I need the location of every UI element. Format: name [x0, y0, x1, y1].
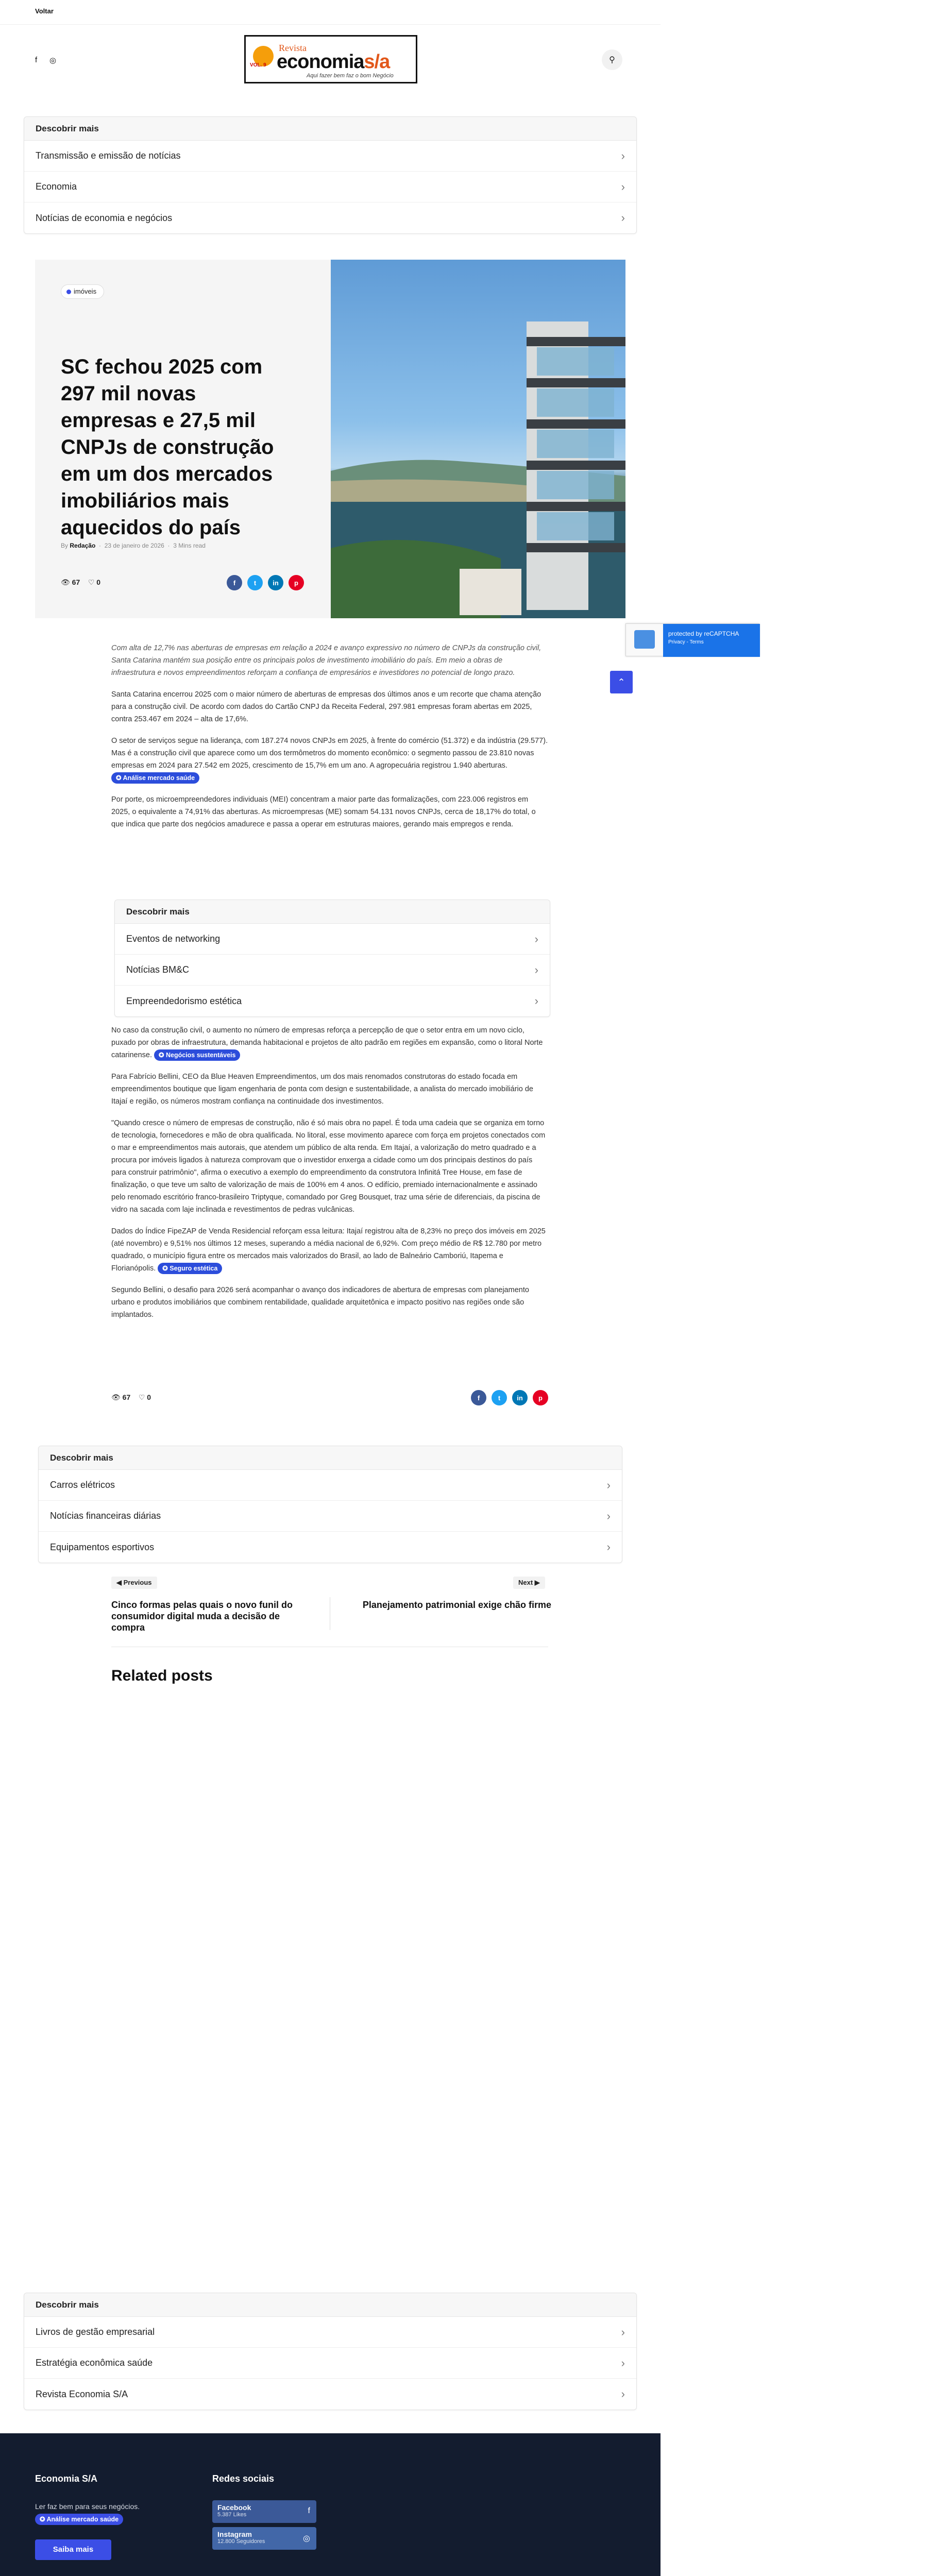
discover-title: Descobrir mais [115, 900, 550, 924]
discover-item[interactable]: Notícias BM&C › [115, 955, 550, 986]
article-stats: 👁 67 ♡ 0 [61, 578, 101, 586]
article-lead: Com alta de 12,7% nas aberturas de empresas em relação a 2024 e avanço expressivo no número de CNPJs da construção civil, Santa Catarina mantém sua posição entre os principais polos de investimento imobiliário do país. Em meio a obras de infraestrutura e novos empreendimentos reforçam a confiança de empresários e investidores no potencial de longo prazo. [111, 644, 541, 677]
logo-line1: Revista [279, 43, 307, 53]
topic-tag[interactable]: ✪ Análise mercado saúde [35, 2514, 123, 2525]
discover-box-after [38, 1446, 622, 1563]
share-twitter-icon[interactable]: t [247, 575, 263, 590]
discover-item[interactable]: Economia › [24, 172, 636, 202]
chevron-right-icon: › [534, 994, 538, 1007]
scroll-to-top-button[interactable]: ⌃ [610, 671, 633, 693]
footer-tagline: Ler faz bem para seus negócios. [35, 2502, 140, 2511]
paragraph: Dados do Índice FipeZAP de Venda Residencial reforçam essa leitura: Itajaí registrou alta de 8,23% no preço dos imóveis em 2025 (até novembro) e 9,51% nos últimos 12 meses, superando a média nacional de 6,92%. Com preço médio de R$ 12.780 por metro quadrado, o município figura entre os mercados mais valorizados do Brasil, ao lado de Balneário Camboriú, Itapema e Florianópolis. ✪ Seguro estética [111, 1225, 548, 1275]
article-body [111, 642, 548, 831]
search-icon[interactable]: ⚲ [602, 49, 622, 70]
chevron-right-icon: › [621, 2387, 625, 2400]
share-twitter-icon[interactable]: t [492, 1390, 507, 1405]
chevron-right-icon: › [621, 180, 625, 193]
logo-tagline: Aqui fazer bem faz o bom Negócio [307, 73, 394, 79]
facebook-icon[interactable]: f [35, 56, 38, 64]
site-footer [0, 2433, 661, 2576]
instagram-follow[interactable]: Instagram 12.800 Seguidores ◎ [212, 2527, 316, 2550]
previous-post-label[interactable]: ◀ Previous [111, 1577, 157, 1589]
paragraph: O setor de serviços segue na liderança, com 187.274 novos CNPJs em 2025, à frente do comércio (51.372) e da indústria (29.577). Mas é a construção civil que aparece como um dos termômetros do momento econômico: o segmento passou de 23.810 novas empresas em 2024 para 27.542 em 2025, crescimento de 15,7% em um ano. A agropecuária registrou 1.940 aberturas. ✪ Análise mercado saúde [111, 735, 548, 784]
share-pinterest-icon[interactable]: p [289, 575, 304, 590]
article-body-cont [111, 1024, 548, 1321]
chevron-right-icon: › [534, 963, 538, 976]
instagram-icon: ◎ [303, 2534, 310, 2543]
logo-line2: economias/a [277, 51, 390, 73]
next-post-label[interactable]: Next ▶ [513, 1577, 545, 1589]
paragraph: "Quando cresce o número de empresas de construção, não é só mais obra no papel. É toda uma cadeia que se organiza em torno de tecnologia, fornecedores e mão de obra qualificada. No litoral, esse movimento aparece com força em projetos conectados com o mar e empreendimentos mais autorais, que atendem um público de alta renda. Em Itajaí, a valorização do metro quadrado e a procura por imóveis ligados à natureza comprovam que o investidor enxerga a cidade como um dos principais destinos do país para construir patrimônio", afirma o executivo a exemplo do empreendimento da construtora Infinitá Tree House, em fase de finalização, o que teve um salto de valorização de mais de 100% em 4 anos. O edifício, premiado internacionalmente e assinado pelo renomado escritório franco-brasileiro Triptyque, comandado por Greg Bousquet, traz uma série de diferenciais, da piscina de vidro na sacada com laje inclinada e revestimentos de pedras vulcânicas. [111, 1119, 546, 1214]
discover-item[interactable]: Eventos de networking › [115, 924, 550, 955]
chevron-right-icon: › [534, 932, 538, 945]
share-linkedin-icon[interactable]: in [512, 1390, 528, 1405]
discover-item[interactable]: Carros elétricos › [39, 1470, 622, 1501]
discover-box-mid [114, 900, 550, 1017]
share-pinterest-icon[interactable]: p [533, 1390, 548, 1405]
paragraph: Para Fabrício Bellini, CEO da Blue Heaven Empreendimentos, um dos mais renomados construtoras do estado focada em empreendimentos boutique que ligam engenharia de ponta com design e sustentabilidade, a analista do mercado imobiliário de Itajaí e região, os números mostram confiança na continuidade dos investimentos. [111, 1073, 533, 1106]
article-hero [35, 260, 625, 618]
discover-item[interactable]: Notícias de economia e negócios › [36, 211, 625, 224]
chevron-right-icon: › [606, 1509, 611, 1522]
previous-post-title[interactable]: Cinco formas pelas quais o novo funil do consumidor digital muda a decisão de compra [111, 1600, 293, 1633]
paragraph: Segundo Bellini, o desafio para 2026 será acompanhar o avanço dos indicadores de abertura de empresas com planejamento urbano e produtos imobiliários que combinem rentabilidade, qualidade arquitetônica e impacto positivo nas regiões onde são implantados. [111, 1286, 529, 1319]
discover-item[interactable]: Empreendedorismo estética › [126, 994, 538, 1007]
eye-icon: 👁 [61, 578, 70, 586]
author-link[interactable]: Redação [70, 542, 96, 549]
category-badge[interactable]: imóveis [61, 284, 104, 299]
chevron-right-icon: › [621, 211, 625, 224]
back-link[interactable]: Voltar [35, 7, 54, 15]
chevron-right-icon: › [606, 1478, 611, 1492]
paragraph: Santa Catarina encerrou 2025 com o maior número de aberturas de empresas dos últimos anos e um recorte que chama atenção para a construção civil. De acordo com dados do Cartão CNPJ da Receita Federal, 297.981 empresas foram abertas em 2025, contra 253.467 em 2024 – alta de 17,6%. [111, 690, 541, 723]
next-post-title[interactable]: Planejamento patrimonial exige chão firme [362, 1600, 551, 1610]
heart-icon[interactable]: ♡ [138, 1393, 145, 1401]
share-facebook-icon[interactable]: f [471, 1390, 486, 1405]
share-linkedin-icon[interactable]: in [268, 575, 283, 590]
heart-icon[interactable]: ♡ [88, 578, 95, 586]
topic-tag[interactable]: ✪ Seguro estética [158, 1263, 222, 1274]
discover-item[interactable]: Equipamentos esportivos › [50, 1540, 611, 1553]
article-title: SC fechou 2025 com 297 mil novas empresas e 27,5 mil CNPJs de construção em um dos mercados imobiliários mais aquecidos do país [61, 355, 274, 539]
logo-badge-label: VOL. 9 [250, 62, 266, 68]
article-stats-footer: 👁 67 ♡ 0 [111, 1393, 151, 1401]
discover-item[interactable]: Notícias financeiras diárias › [39, 1501, 622, 1532]
instagram-icon[interactable]: ◎ [49, 56, 57, 65]
topic-tag[interactable]: ✪ Análise mercado saúde [111, 772, 199, 784]
discover-item[interactable]: Transmissão e emissão de notícias › [24, 141, 636, 172]
chevron-right-icon: › [606, 1540, 611, 1553]
discover-item[interactable]: Revista Economia S/A › [36, 2387, 625, 2400]
topic-tag[interactable]: ✪ Negócios sustentáveis [154, 1049, 240, 1061]
paragraph: Por porte, os microempreendedores individuais (MEI) concentram a maior parte das formalizações, com 223.006 registros em 2025, o equivalente a 74,91% das aberturas. As microempresas (ME) somam 54.131 novos CNPJs, cerca de 18,17% do total, o que indica que parte dos negócios amadurece e passa a operar em estruturas maiores, gerando mais empregos e renda. [111, 795, 536, 828]
discover-box-bottom [24, 2293, 637, 2410]
chevron-right-icon: › [621, 2325, 625, 2338]
recaptcha-icon [634, 630, 655, 649]
article-meta: By Redação · 23 de janeiro de 2026 · 3 Mins read [61, 542, 206, 549]
footer-brand: Economia S/A [35, 2473, 98, 2484]
top-bar [0, 0, 661, 25]
site-logo[interactable] [244, 35, 417, 83]
discover-title: Descobrir mais [39, 1446, 622, 1470]
chevron-right-icon: › [621, 149, 625, 162]
paragraph: No caso da construção civil, o aumento no número de empresas reforça a percepção de que o setor entra em um novo ciclo, puxado por obras de infraestrutura, demanda habitacional e projetos de alto padrão em regiões em expansão, como o litoral Norte catarinense. ✪ Negócios sustentáveis [111, 1024, 548, 1061]
related-posts-heading: Related posts [111, 1667, 213, 1684]
learn-more-button[interactable]: Saiba mais [35, 2539, 111, 2560]
discover-item[interactable]: Livros de gestão empresarial › [24, 2317, 636, 2348]
facebook-follow[interactable]: Facebook 5.387 Likes f [212, 2500, 316, 2523]
eye-icon: 👁 [111, 1393, 121, 1401]
recaptcha-badge[interactable]: protected by reCAPTCHA Privacy - Terms [625, 623, 759, 656]
share-facebook-icon[interactable]: f [227, 575, 242, 590]
discover-title: Descobrir mais [24, 2293, 636, 2317]
facebook-icon: f [308, 2506, 310, 2515]
social-heading: Redes sociais [212, 2473, 275, 2484]
discover-title: Descobrir mais [24, 117, 636, 141]
article-hero-image [331, 260, 625, 618]
discover-box-top [24, 116, 637, 234]
discover-item[interactable]: Estratégia econômica saúde › [24, 2348, 636, 2379]
chevron-right-icon: › [621, 2356, 625, 2369]
